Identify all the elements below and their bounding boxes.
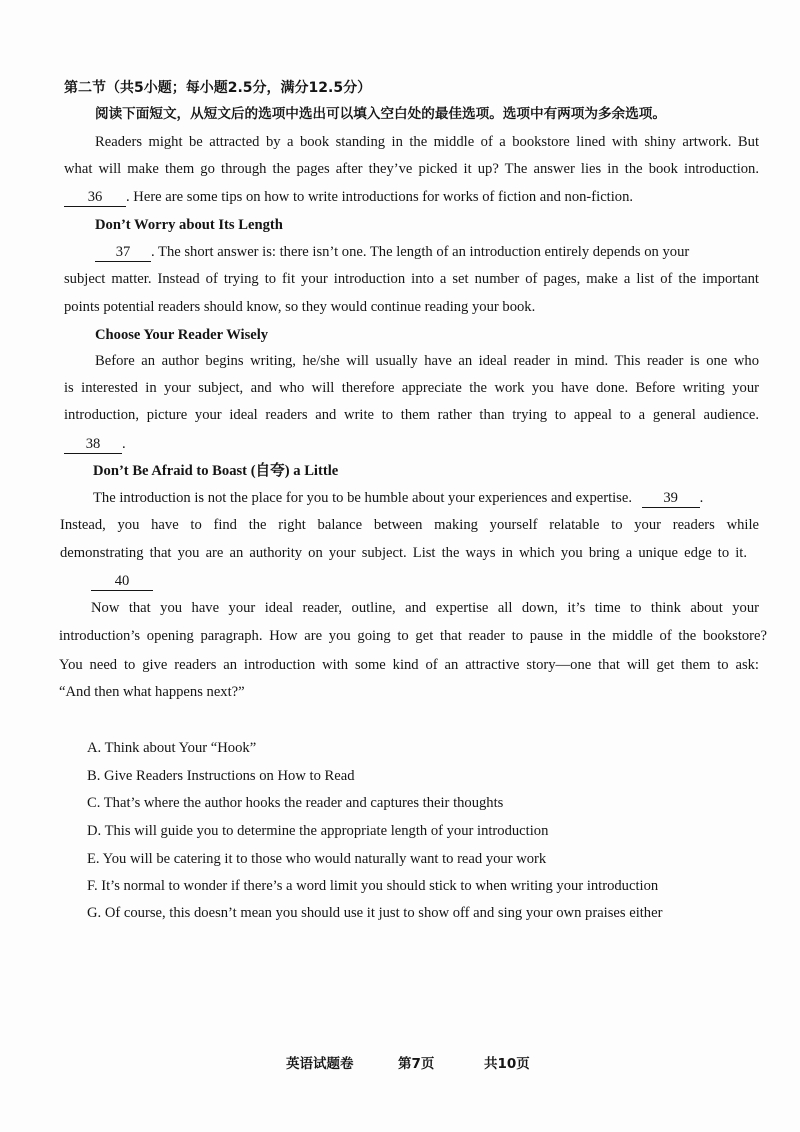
intro-line-3 — [64, 187, 633, 207]
sec2-line-4-end: . — [122, 436, 126, 452]
option-d[interactable]: D. This will guide you to determine the appropriate length of your introduction — [87, 823, 549, 839]
blank-38[interactable]: 38 — [64, 436, 122, 454]
option-f[interactable]: F. It’s normal to wonder if there’s a word limit you should stick to when writing your introduction — [87, 878, 659, 894]
sec3-line-2: Instead, you have to find the right balance between making yourself relatable to your readers while — [60, 517, 759, 533]
sec1-line-3: points potential readers should know, so they would continue reading your book. — [64, 299, 536, 315]
heading-boast: Don’t Be Afraid to Boast (自夸) a Little — [93, 463, 339, 479]
sec3-line-3: demonstrating that you are an authority on your subject. List the ways in which you bring a unique edge to it. — [60, 545, 747, 561]
heading-reader: Choose Your Reader Wisely — [95, 327, 269, 343]
intro-line-3-text: . Here are some tips on how to write introductions for works of fiction and non-fiction. — [126, 189, 634, 205]
sec4-line-2: introduction’s opening paragraph. How are you going to get that reader to pause in the middle of the bookstore? — [59, 628, 767, 644]
sec4-line-3: You need to give readers an introduction with some kind of an attractive story—one that will get them to ask: — [59, 657, 759, 673]
sec2-line-2: is interested in your subject, and who will therefore appreciate the work you have done. Before writing your — [64, 380, 759, 396]
option-e[interactable]: E. You will be catering it to those who would naturally want to read your work — [87, 851, 547, 867]
heading-length: Don’t Worry about Its Length — [95, 217, 283, 233]
option-g[interactable]: G. Of course, this doesn’t mean you should use it just to show off and sing your own praises either — [87, 905, 663, 921]
blank-36[interactable]: 36 — [64, 189, 126, 207]
blank-40[interactable]: 40 — [91, 573, 153, 591]
sec1-line-1 — [95, 242, 759, 262]
intro-line-2: what will make them go through the pages after they’ve picked it up? The answer lies in the book introduction. — [64, 161, 759, 177]
option-c[interactable]: C. That’s where the author hooks the reader and captures their thoughts — [87, 795, 504, 811]
sec3-line-1 — [93, 488, 703, 508]
sec2-line-3: introduction, picture your ideal readers and write to them rather than trying to appeal to a general audience. — [64, 407, 759, 423]
instruction-text: 阅读下面短文，从短文后的选项中选出可以填入空白处的最佳选项。选项中有两项为多余选项。 — [95, 106, 666, 122]
sec4-line-4: “And then what happens next?” — [59, 684, 245, 700]
intro-line-1: Readers might be attracted by a book standing in the middle of a bookstore lined with shiny artwork. But — [95, 134, 759, 150]
sec1-line-1-text: . The short answer is: there isn’t one. The length of an introduction entirely depends on your — [151, 244, 690, 260]
footer-title: 英语试题卷 — [286, 1056, 354, 1072]
sec3-line-1-text: The introduction is not the place for you to be humble about your experiences and expertise. — [93, 490, 632, 506]
sec4-line-1: Now that you have your ideal reader, outline, and expertise all down, it’s time to think about your — [91, 600, 759, 616]
blank-39[interactable]: 39 — [642, 490, 700, 508]
blank-37[interactable]: 37 — [95, 244, 151, 262]
sec1-line-2: subject matter. Instead of trying to fit your introduction into a set number of pages, make a list of the important — [64, 271, 759, 287]
sec4-blank-line — [91, 571, 153, 591]
option-b[interactable]: B. Give Readers Instructions on How to Read — [87, 768, 355, 784]
footer-total: 共10页 — [484, 1056, 530, 1072]
sec2-line-4 — [64, 434, 126, 454]
section-header: 第二节（共5小题；每小题2.5分，满分12.5分） — [64, 80, 372, 96]
footer-page: 第7页 — [398, 1056, 435, 1072]
option-a[interactable]: A. Think about Your “Hook” — [87, 740, 257, 756]
sec2-line-1: Before an author begins writing, he/she will usually have an ideal reader in mind. This reader is one who — [95, 353, 759, 369]
sec3-line-1-end: . — [699, 490, 704, 506]
